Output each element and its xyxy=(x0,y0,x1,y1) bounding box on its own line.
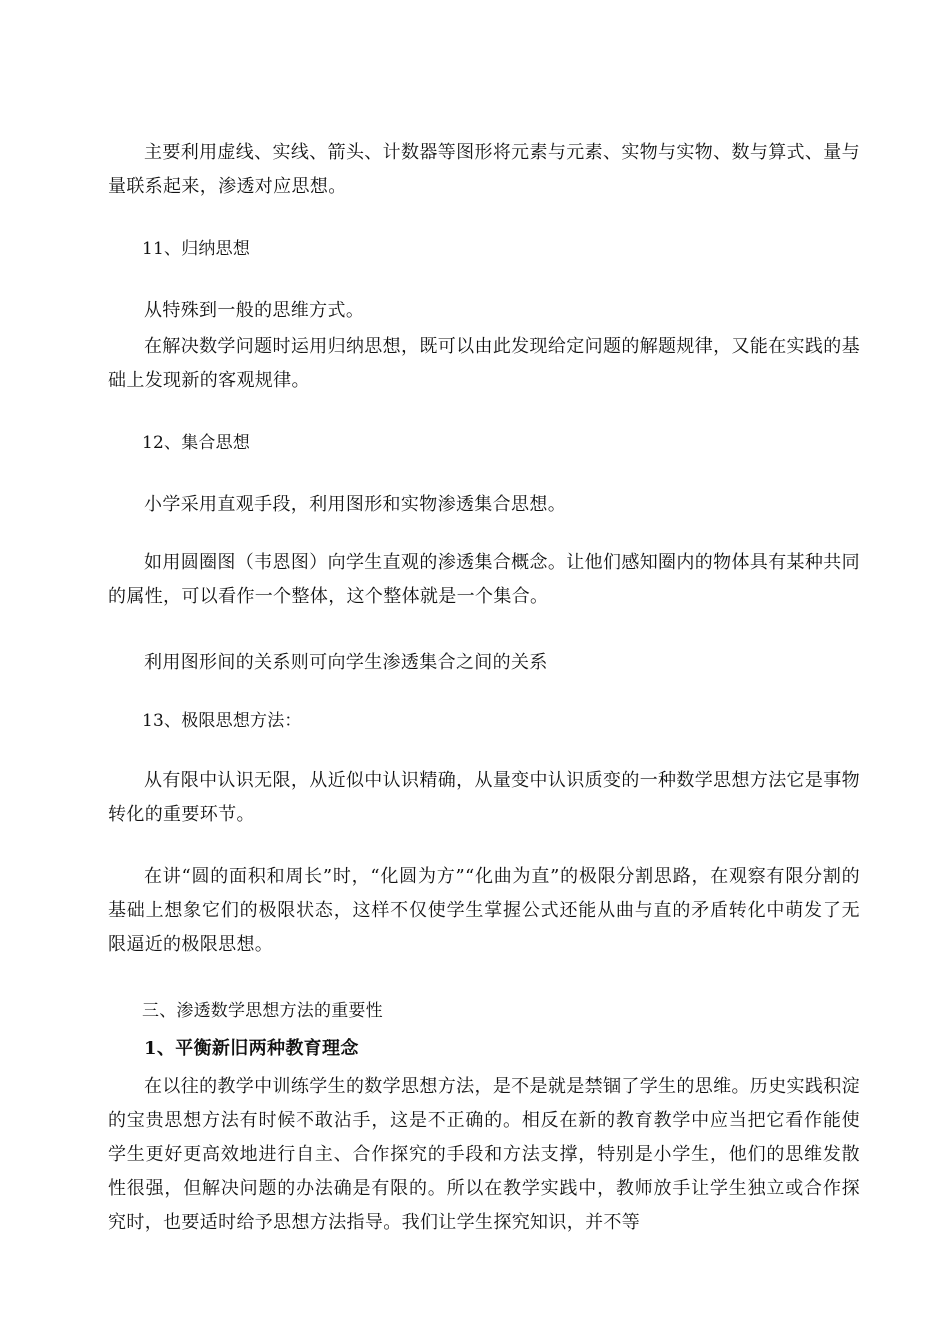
paragraph-teaching-practice: 在以往的教学中训练学生的数学思想方法，是不是就是禁锢了学生的思维。历史实践积淀的宝贵思想方法有时候不敢沾手，这是不正确的。相反在新的教育教学中应当把它看作能使学生更好更高效地进行自主、合作探究的手段和方法支撑，特别是小学生，他们的思维发散性很强，但解决问题的办法确是有限的。所以在教学实践中，教师放手让学生独立或合作探究时，也要适时给予思想方法指导。我们让学生探究知识，并不等 xyxy=(108,1076,860,1233)
heading-section-three: 三、渗透数学思想方法的重要性 xyxy=(142,1001,383,1021)
paragraph-limit-definition: 从有限中认识无限，从近似中认识精确，从量变中认识质变的一种数学思想方法它是事物转化的重要环节。 xyxy=(108,770,860,825)
heading-limit-method: 13、极限思想方法： xyxy=(142,711,302,731)
heading-set-thinking: 12、集合思想 xyxy=(142,433,251,453)
paragraph-set-relations: 利用图形间的关系则可向学生渗透集合之间的关系 xyxy=(144,652,548,673)
paragraph-induction-definition: 从特殊到一般的思维方式。 xyxy=(144,300,365,321)
paragraph-venn-diagram: 如用圆圈图（韦恩图）向学生直观的渗透集合概念。让他们感知圈内的物体具有某种共同的属性，可以看作一个整体，这个整体就是一个集合。 xyxy=(108,552,860,607)
heading-induction: 11、归纳思想 xyxy=(142,239,251,259)
subheading-balance-ideas: 1、平衡新旧两种教育理念 xyxy=(144,1038,359,1059)
paragraph-correspondence-text: 主要利用虚线、实线、箭头、计数器等图形将元素与元素、实物与实物、数与算式、量与量联系起来，渗透对应思想。 xyxy=(108,142,860,197)
paragraph-set-intro: 小学采用直观手段，利用图形和实物渗透集合思想。 xyxy=(144,494,567,515)
paragraph-circle-example: 在讲“圆的面积和周长”时，“化圆为方”“化曲为直”的极限分割思路，在观察有限分割的基础上想象它们的极限状态，这样不仅使学生掌握公式还能从曲与直的矛盾转化中萌发了无限逼近的极限思想。 xyxy=(108,866,860,955)
paragraph-induction-text: 在解决数学问题时运用归纳思想，既可以由此发现给定问题的解题规律，又能在实践的基础上发现新的客观规律。 xyxy=(108,336,860,391)
